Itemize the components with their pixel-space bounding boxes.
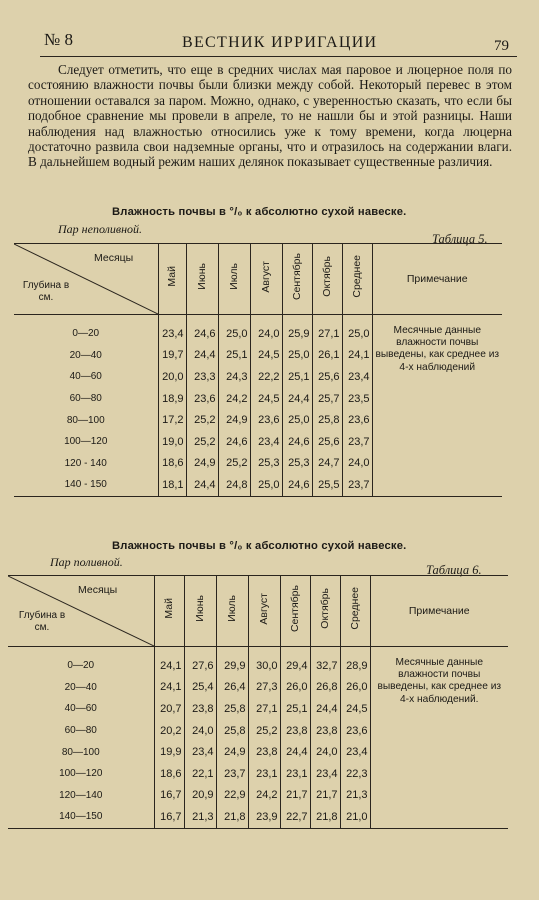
value-cell: 27,1 bbox=[248, 698, 280, 720]
value-cell: 21,3 bbox=[184, 806, 216, 828]
depth-cell: 100—120 bbox=[59, 768, 103, 780]
value-cell: 24,0 bbox=[250, 315, 282, 345]
value-cell: 26,0 bbox=[280, 677, 310, 699]
value-cell: 25,1 bbox=[280, 698, 310, 720]
value-cell: 25,1 bbox=[282, 366, 312, 388]
value-cell: 23,1 bbox=[280, 763, 310, 785]
average-cell: 24,1 bbox=[342, 345, 372, 367]
month-june: Июнь bbox=[194, 595, 206, 622]
value-cell: 24,0 bbox=[310, 741, 340, 763]
value-cell: 23,1 bbox=[248, 763, 280, 785]
value-cell: 24,2 bbox=[218, 388, 250, 410]
value-cell: 27,3 bbox=[248, 677, 280, 699]
value-cell: 32,7 bbox=[310, 647, 340, 677]
depth-cell: 0—20 bbox=[67, 660, 95, 672]
table-5-month-col bbox=[282, 244, 312, 315]
depth-cell: 80—100 bbox=[66, 414, 105, 426]
value-cell: 24,6 bbox=[218, 431, 250, 453]
value-cell: 18,6 bbox=[158, 453, 186, 475]
month-june: Июнь bbox=[196, 263, 208, 290]
value-cell: 22,7 bbox=[280, 806, 310, 828]
value-cell: 16,7 bbox=[154, 785, 184, 807]
table-6-caption: Влажность почвы в °/₀ к абсолютно сухой навеске. bbox=[112, 540, 407, 552]
average-cell: 24,0 bbox=[342, 453, 372, 475]
month-august: Август bbox=[258, 592, 270, 625]
value-cell: 25,2 bbox=[218, 453, 250, 475]
table-5-note: Месячные данные влажности почвы выведены, как среднее из 4-х наблюдений bbox=[372, 315, 502, 497]
average-cell: 21,0 bbox=[340, 806, 370, 828]
value-cell: 22,1 bbox=[184, 763, 216, 785]
value-cell: 24,6 bbox=[282, 431, 312, 453]
value-cell: 23,4 bbox=[310, 763, 340, 785]
value-cell: 25,2 bbox=[186, 431, 218, 453]
table-6-month-col bbox=[154, 576, 184, 647]
value-cell: 25,2 bbox=[248, 720, 280, 742]
value-cell: 25,8 bbox=[216, 720, 248, 742]
value-cell: 19,0 bbox=[158, 431, 186, 453]
depth-cell: 120 - 140 bbox=[64, 457, 107, 469]
table-6-month-col bbox=[248, 576, 280, 647]
table-6-month-col bbox=[310, 576, 340, 647]
table-5-depth-label: Глубина в см. bbox=[22, 280, 70, 303]
average-cell: 23,7 bbox=[342, 431, 372, 453]
table-6-month-col bbox=[184, 576, 216, 647]
value-cell: 25,0 bbox=[282, 345, 312, 367]
value-cell: 20,2 bbox=[154, 720, 184, 742]
value-cell: 23,8 bbox=[280, 720, 310, 742]
value-cell: 25,3 bbox=[250, 453, 282, 475]
table-6-corner-cell bbox=[8, 576, 154, 647]
page-number: 79 bbox=[494, 38, 509, 54]
value-cell: 24,5 bbox=[250, 345, 282, 367]
value-cell: 20,0 bbox=[158, 366, 186, 388]
value-cell: 24,4 bbox=[282, 388, 312, 410]
average-cell: 21,3 bbox=[340, 785, 370, 807]
value-cell: 25,4 bbox=[184, 677, 216, 699]
table-5-month-col bbox=[158, 244, 186, 315]
value-cell: 23,3 bbox=[186, 366, 218, 388]
average-cell: 24,5 bbox=[340, 698, 370, 720]
average-cell: 23,7 bbox=[342, 474, 372, 496]
month-may: Май bbox=[166, 266, 178, 287]
value-cell: 25,0 bbox=[250, 474, 282, 496]
month-october: Октябрь bbox=[321, 256, 333, 297]
value-cell: 25,8 bbox=[312, 409, 342, 431]
value-cell: 24,9 bbox=[186, 453, 218, 475]
average-label: Среднее bbox=[349, 587, 361, 630]
value-cell: 25,5 bbox=[312, 474, 342, 496]
table-6-months-label: Месяцы bbox=[78, 584, 118, 596]
value-cell: 25,2 bbox=[186, 409, 218, 431]
value-cell: 24,2 bbox=[248, 785, 280, 807]
value-cell: 23,8 bbox=[184, 698, 216, 720]
value-cell: 20,9 bbox=[184, 785, 216, 807]
average-cell: 23,6 bbox=[340, 720, 370, 742]
table-6-label: Таблица 6. bbox=[426, 563, 482, 577]
value-cell: 25,7 bbox=[312, 388, 342, 410]
value-cell: 27,6 bbox=[184, 647, 216, 677]
month-september: Сентябрь bbox=[289, 584, 301, 633]
value-cell: 29,4 bbox=[280, 647, 310, 677]
value-cell: 29,9 bbox=[216, 647, 248, 677]
table-6-depth-label: Глубина в см. bbox=[18, 610, 66, 633]
average-cell: 25,0 bbox=[342, 315, 372, 345]
depth-cell: 0—20 bbox=[72, 328, 100, 340]
value-cell: 25,0 bbox=[218, 315, 250, 345]
value-cell: 23,6 bbox=[186, 388, 218, 410]
table-6 bbox=[8, 575, 508, 829]
value-cell: 24,8 bbox=[218, 474, 250, 496]
month-july: Июль bbox=[226, 595, 238, 622]
value-cell: 26,4 bbox=[216, 677, 248, 699]
depth-cell: 60—80 bbox=[64, 725, 97, 737]
value-cell: 21,8 bbox=[216, 806, 248, 828]
value-cell: 21,7 bbox=[280, 785, 310, 807]
table-6-subtitle: Пар поливной. bbox=[50, 555, 123, 569]
value-cell: 23,8 bbox=[248, 741, 280, 763]
average-cell: 23,6 bbox=[342, 409, 372, 431]
month-august: Август bbox=[260, 260, 272, 293]
table-row bbox=[8, 647, 508, 677]
value-cell: 24,4 bbox=[310, 698, 340, 720]
depth-cell: 60—80 bbox=[69, 393, 102, 405]
value-cell: 24,4 bbox=[186, 345, 218, 367]
value-cell: 23,6 bbox=[250, 409, 282, 431]
value-cell: 25,1 bbox=[218, 345, 250, 367]
table-5-month-col bbox=[186, 244, 218, 315]
value-cell: 24,4 bbox=[186, 474, 218, 496]
month-october: Октябрь bbox=[319, 588, 331, 629]
table-5-month-col bbox=[312, 244, 342, 315]
depth-cell: 140 - 150 bbox=[64, 479, 107, 491]
month-may: Май bbox=[163, 598, 175, 619]
depth-cell: 40—60 bbox=[69, 371, 102, 383]
value-cell: 23,7 bbox=[216, 763, 248, 785]
table-5-caption: Влажность почвы в °/₀ к абсолютно сухой навеске. bbox=[112, 206, 407, 218]
depth-cell: 40—60 bbox=[64, 703, 97, 715]
value-cell: 24,9 bbox=[216, 741, 248, 763]
depth-cell: 140—150 bbox=[59, 811, 103, 823]
value-cell: 21,7 bbox=[310, 785, 340, 807]
value-cell: 22,9 bbox=[216, 785, 248, 807]
value-cell: 26,8 bbox=[310, 677, 340, 699]
page-header bbox=[40, 24, 517, 57]
average-cell: 23,4 bbox=[342, 366, 372, 388]
value-cell: 18,6 bbox=[154, 763, 184, 785]
issue-number: № 8 bbox=[44, 30, 73, 49]
table-6-month-col bbox=[340, 576, 370, 647]
table-5-month-col bbox=[218, 244, 250, 315]
value-cell: 22,2 bbox=[250, 366, 282, 388]
value-cell: 24,6 bbox=[186, 315, 218, 345]
value-cell: 23,9 bbox=[248, 806, 280, 828]
average-cell: 26,0 bbox=[340, 677, 370, 699]
average-cell: 22,3 bbox=[340, 763, 370, 785]
value-cell: 18,1 bbox=[158, 474, 186, 496]
value-cell: 25,8 bbox=[216, 698, 248, 720]
value-cell: 18,9 bbox=[158, 388, 186, 410]
value-cell: 20,7 bbox=[154, 698, 184, 720]
depth-cell: 20—40 bbox=[64, 681, 97, 693]
table-5-subtitle: Пар неполивной. bbox=[58, 222, 143, 236]
value-cell: 23,4 bbox=[250, 431, 282, 453]
value-cell: 27,1 bbox=[312, 315, 342, 345]
value-cell: 24,3 bbox=[218, 366, 250, 388]
average-cell: 23,4 bbox=[340, 741, 370, 763]
body-paragraph: Следует отметить, что еще в средних числах мая паровое и люцерное поля по состоянию влажности почвы были близки между собой. Некоторый перевес в этом отношении оставался за паром. Можно, однако, с уверенностью сказать, что если бы подобное сравнение мы провели в апреле, то не нашли бы и этой разницы. Наши наблюдения над влажностью относились уже к тому времени, когда люцерна достаточно развила свои надземные органы, что и отразилось на содержании влаги. В дальнейшем водный режим наших делянок показывает существенные различия. bbox=[28, 62, 512, 170]
table-5-months-label: Месяцы bbox=[94, 252, 134, 264]
journal-title: ВЕСТНИК ИРРИГАЦИИ bbox=[182, 34, 378, 51]
value-cell: 25,6 bbox=[312, 366, 342, 388]
average-cell: 28,9 bbox=[340, 647, 370, 677]
table-5-corner-cell bbox=[14, 244, 158, 315]
value-cell: 30,0 bbox=[248, 647, 280, 677]
table-6-note-header: Примечание bbox=[370, 576, 508, 647]
value-cell: 26,1 bbox=[312, 345, 342, 367]
table-5 bbox=[14, 243, 502, 497]
value-cell: 24,4 bbox=[280, 741, 310, 763]
value-cell: 16,7 bbox=[154, 806, 184, 828]
depth-cell: 80—100 bbox=[61, 746, 100, 758]
depth-cell: 20—40 bbox=[69, 349, 102, 361]
value-cell: 24,1 bbox=[154, 677, 184, 699]
depth-cell: 100—120 bbox=[64, 436, 108, 448]
value-cell: 25,3 bbox=[282, 453, 312, 475]
value-cell: 24,6 bbox=[282, 474, 312, 496]
value-cell: 19,9 bbox=[154, 741, 184, 763]
value-cell: 25,6 bbox=[312, 431, 342, 453]
value-cell: 24,5 bbox=[250, 388, 282, 410]
value-cell: 21,8 bbox=[310, 806, 340, 828]
value-cell: 25,9 bbox=[282, 315, 312, 345]
table-6-month-col bbox=[280, 576, 310, 647]
table-5-note-header: Примечание bbox=[372, 244, 502, 315]
month-september: Сентябрь bbox=[291, 252, 303, 301]
depth-cell: 120—140 bbox=[59, 789, 103, 801]
value-cell: 23,4 bbox=[184, 741, 216, 763]
table-row bbox=[14, 315, 502, 345]
table-5-label: Таблица 5. bbox=[432, 232, 488, 246]
month-july: Июль bbox=[228, 263, 240, 290]
value-cell: 24,0 bbox=[184, 720, 216, 742]
value-cell: 19,7 bbox=[158, 345, 186, 367]
value-cell: 23,8 bbox=[310, 720, 340, 742]
average-label: Среднее bbox=[351, 255, 363, 298]
value-cell: 24,9 bbox=[218, 409, 250, 431]
table-6-month-col bbox=[216, 576, 248, 647]
value-cell: 17,2 bbox=[158, 409, 186, 431]
value-cell: 23,4 bbox=[158, 315, 186, 345]
value-cell: 24,1 bbox=[154, 647, 184, 677]
average-cell: 23,5 bbox=[342, 388, 372, 410]
table-6-note: Месячные данные влажности почвы выведены, как среднее из 4-х наблюдений. bbox=[370, 647, 508, 829]
table-5-month-col bbox=[250, 244, 282, 315]
table-5-month-col bbox=[342, 244, 372, 315]
value-cell: 25,0 bbox=[282, 409, 312, 431]
value-cell: 24,7 bbox=[312, 453, 342, 475]
